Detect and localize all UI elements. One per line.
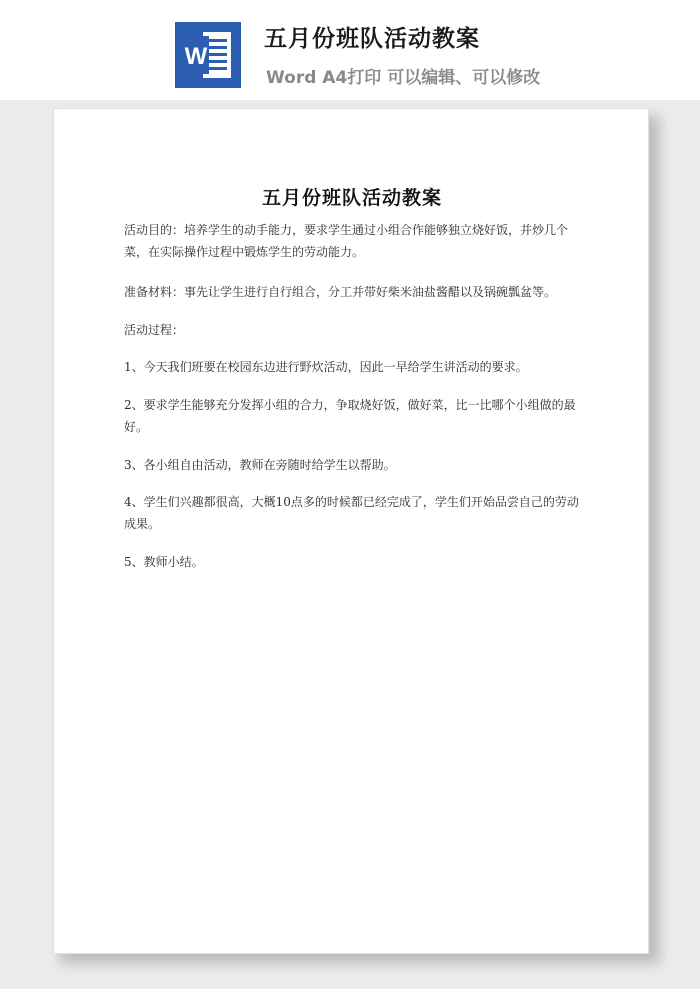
banner-subtitle: Word A4打印 可以编辑、可以修改 xyxy=(266,68,541,88)
paragraph-step-2: 2、要求学生能够充分发挥小组的合力，争取烧好饭，做好菜，比一比哪个小组做的最好。 xyxy=(124,398,576,434)
paragraph-materials: 准备材料：事先让学生进行自行组合，分工并带好柴米油盐酱醋以及锅碗瓢盆等。 xyxy=(124,285,557,299)
document-page xyxy=(53,108,649,954)
paragraph-process-heading: 活动过程： xyxy=(124,323,185,337)
paragraph-purpose: 活动目的：培养学生的动手能力，要求学生通过小组合作能够独立烧好饭，并炒几个菜，在实际操作过程中锻炼学生的劳动能力。 xyxy=(124,223,569,259)
paragraph-step-1: 1、今天我们班要在校园东边进行野炊活动，因此一早给学生讲活动的要求。 xyxy=(124,360,528,374)
header-banner xyxy=(0,0,700,100)
banner-title: 五月份班队活动教案 xyxy=(264,26,480,52)
paragraph-step-3: 3、各小组自由活动，教师在旁随时给学生以帮助。 xyxy=(124,458,396,472)
paragraph-step-5: 5、教师小结。 xyxy=(124,555,204,569)
document-title: 五月份班队活动教案 xyxy=(261,187,442,209)
paragraph-step-4: 4、学生们兴趣都很高，大概10点多的时候都已经完成了，学生们开始品尝自己的劳动成果。 xyxy=(124,495,579,531)
word-icon-letter: W xyxy=(184,43,208,70)
word-document-icon xyxy=(175,22,241,88)
